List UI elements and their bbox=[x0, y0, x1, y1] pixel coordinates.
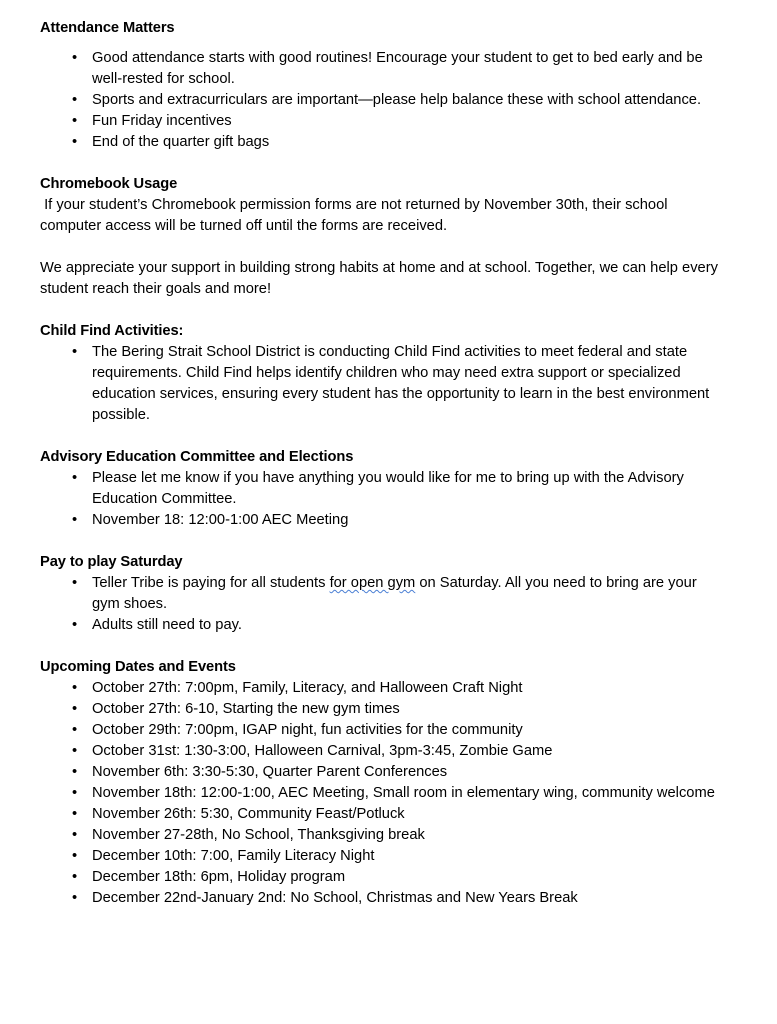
section-heading-upcoming-dates-and-events: Upcoming Dates and Events bbox=[40, 659, 236, 675]
list-item: • End of the quarter gift bags bbox=[92, 132, 718, 153]
paragraph-chromebook-policy: If your student’s Chromebook permission forms are not returned by November 30th, their school computer access will be turned off until the forms are received. bbox=[40, 197, 672, 234]
bullet-list-pay-to-play-saturday bbox=[40, 573, 718, 636]
list-item: • November 26th: 5:30, Community Feast/Potluck bbox=[92, 804, 718, 825]
list-item: • The Bering Strait School District is conducting Child Find activities to meet federal and state requirements. Child Find helps identify children who may need extra support or specialized education services, ensuring every student has the opportunity to learn in the best environment possible. bbox=[92, 342, 718, 426]
list-item: • Please let me know if you have anything you would like for me to bring up with the Advisory Education Committee. bbox=[92, 468, 718, 510]
spacer bbox=[40, 153, 718, 174]
list-item: • December 18th: 6pm, Holiday program bbox=[92, 867, 718, 888]
spacer bbox=[40, 39, 718, 48]
bullet-list-advisory-education-committee bbox=[40, 468, 718, 531]
section-heading-pay-to-play-saturday: Pay to play Saturday bbox=[40, 554, 183, 570]
paragraph-support-thanks: We appreciate your support in building strong habits at home and at school. Together, we can help every student reach their goals and more! bbox=[40, 260, 718, 297]
spellcheck-flagged-text[interactable]: for open gym bbox=[329, 575, 416, 591]
document-body bbox=[40, 18, 718, 909]
list-item: • October 27th: 6-10, Starting the new gym times bbox=[92, 699, 718, 720]
list-item: • December 22nd-January 2nd: No School, Christmas and New Years Break bbox=[92, 888, 718, 909]
list-item: • October 31st: 1:30-3:00, Halloween Carnival, 3pm-3:45, Zombie Game bbox=[92, 741, 718, 762]
spacer bbox=[40, 426, 718, 447]
list-item: • October 27th: 7:00pm, Family, Literacy, and Halloween Craft Night bbox=[92, 678, 718, 699]
list-item: • Sports and extracurriculars are important—please help balance these with school attendance. bbox=[92, 90, 718, 111]
spacer bbox=[40, 300, 718, 321]
list-item: • October 29th: 7:00pm, IGAP night, fun activities for the community bbox=[92, 720, 718, 741]
list-item: • November 6th: 3:30-5:30, Quarter Parent Conferences bbox=[92, 762, 718, 783]
section-heading-advisory-education-committee: Advisory Education Committee and Elections bbox=[40, 449, 354, 465]
text-before-flagged: Teller Tribe is paying for all students bbox=[92, 575, 330, 591]
list-item: • December 10th: 7:00, Family Literacy Night bbox=[92, 846, 718, 867]
list-item: • Good attendance starts with good routines! Encourage your student to get to bed early and be well-rested for school. bbox=[92, 48, 718, 90]
bullet-list-child-find-activities bbox=[40, 342, 718, 426]
text-after-flagged: on Saturday. All you need to bring are your gym shoes. bbox=[92, 575, 697, 612]
list-item: • November 18: 12:00-1:00 AEC Meeting bbox=[92, 510, 718, 531]
spacer bbox=[40, 531, 718, 552]
bullet-list-attendance-matters bbox=[40, 48, 718, 153]
list-item bbox=[92, 573, 718, 615]
section-heading-chromebook-usage: Chromebook Usage bbox=[40, 176, 178, 192]
spacer bbox=[40, 237, 718, 258]
list-item: • Fun Friday incentives bbox=[92, 111, 718, 132]
list-item: • November 18th: 12:00-1:00, AEC Meeting, Small room in elementary wing, community welcome bbox=[92, 783, 718, 804]
list-item: • November 27-28th, No School, Thanksgiving break bbox=[92, 825, 718, 846]
spacer bbox=[40, 636, 718, 657]
list-item: • Adults still need to pay. bbox=[92, 615, 718, 636]
bullet-list-upcoming-dates-and-events bbox=[40, 678, 718, 909]
section-heading-attendance-matters: Attendance Matters bbox=[40, 20, 175, 36]
section-heading-child-find-activities: Child Find Activities: bbox=[40, 323, 184, 339]
